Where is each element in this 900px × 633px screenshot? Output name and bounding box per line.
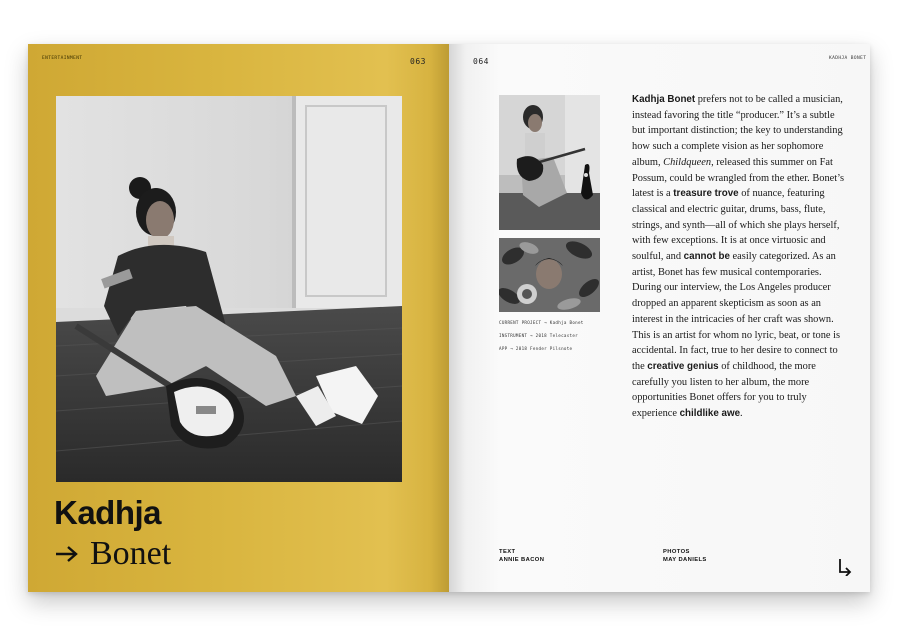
- body-bold-name: Kadhja Bonet: [632, 94, 696, 105]
- body-text-part: of childhood, the more carefully you listen to her album, the more opportunities Bonet offers for you to truly experience: [632, 360, 816, 420]
- arrow-right-icon: [54, 544, 80, 564]
- plants-portrait-photo: [499, 238, 600, 312]
- left-page: [28, 44, 449, 592]
- guitar-portrait-photo: [499, 95, 600, 230]
- title-last-name: Bonet: [90, 535, 172, 572]
- credit-text-label: TEXT: [499, 549, 516, 555]
- right-running-head: KADHJA BONET: [829, 56, 867, 61]
- credit-photos-label: PHOTOS: [663, 549, 690, 555]
- credit-photos-name: MAY DANIELS: [663, 557, 707, 563]
- body-text-part: easily categorized. As an artist, Bonet has few musical contemporaries. During our interview, the Los Angeles producer dropped an apparent skepticism as soon as an interest in the intricacies of her craft was shown. This is an artist for whom no lyric, beat, or tone is accidental. In fact, true to her desire to connect to the: [632, 251, 841, 372]
- body-text-part: of nuance, featuring classical and electric guitar, drums, bass, flute, strings, and synth—all of which she plays herself, with few exceptions. It is at once virtuosic and soulful, and: [632, 188, 840, 263]
- spine-shadow: [430, 44, 449, 592]
- body-album-title: Childqueen: [663, 156, 712, 168]
- caption-app: APP → 2018 Fender Pilsnote: [499, 346, 573, 351]
- caption-current-project: CURRENT PROJECT → Kadhja Bonet: [499, 320, 584, 325]
- credit-text-name: ANNIE BACON: [499, 557, 545, 563]
- right-page-number: 064: [473, 57, 489, 66]
- title-first-name: Kadhja: [54, 494, 162, 531]
- body-text-part: .: [740, 408, 743, 420]
- article-body: [632, 92, 846, 422]
- arrow-down-right-icon: [837, 558, 853, 576]
- body-bold-phrase: treasure trove: [673, 188, 739, 200]
- right-page: [449, 44, 870, 592]
- credit-photos: [663, 548, 707, 564]
- body-text-part: , released this summer on Fat Possum, could be wrangled from the ether. Bonet’s latest is a: [632, 156, 845, 200]
- body-bold-phrase: cannot be: [683, 251, 730, 263]
- magazine-spread: [28, 44, 870, 592]
- body-bold-phrase: childlike awe: [679, 408, 741, 420]
- body-bold-phrase: creative genius: [647, 360, 719, 372]
- caption-instrument: INSTRUMENT → 2018 Telecaster: [499, 333, 578, 338]
- body-text-part: prefers not to be called a musician, instead favoring the title “producer.” It’s a subtle but important distinction; the key to understanding how such a complete vision as her sophomore album,: [632, 94, 843, 168]
- portrait-photo: [56, 96, 402, 482]
- credit-text: [499, 548, 544, 564]
- left-page-number: 063: [410, 57, 426, 66]
- left-running-head: ENTERTAINMENT: [42, 56, 83, 61]
- title-second-line: [54, 534, 171, 574]
